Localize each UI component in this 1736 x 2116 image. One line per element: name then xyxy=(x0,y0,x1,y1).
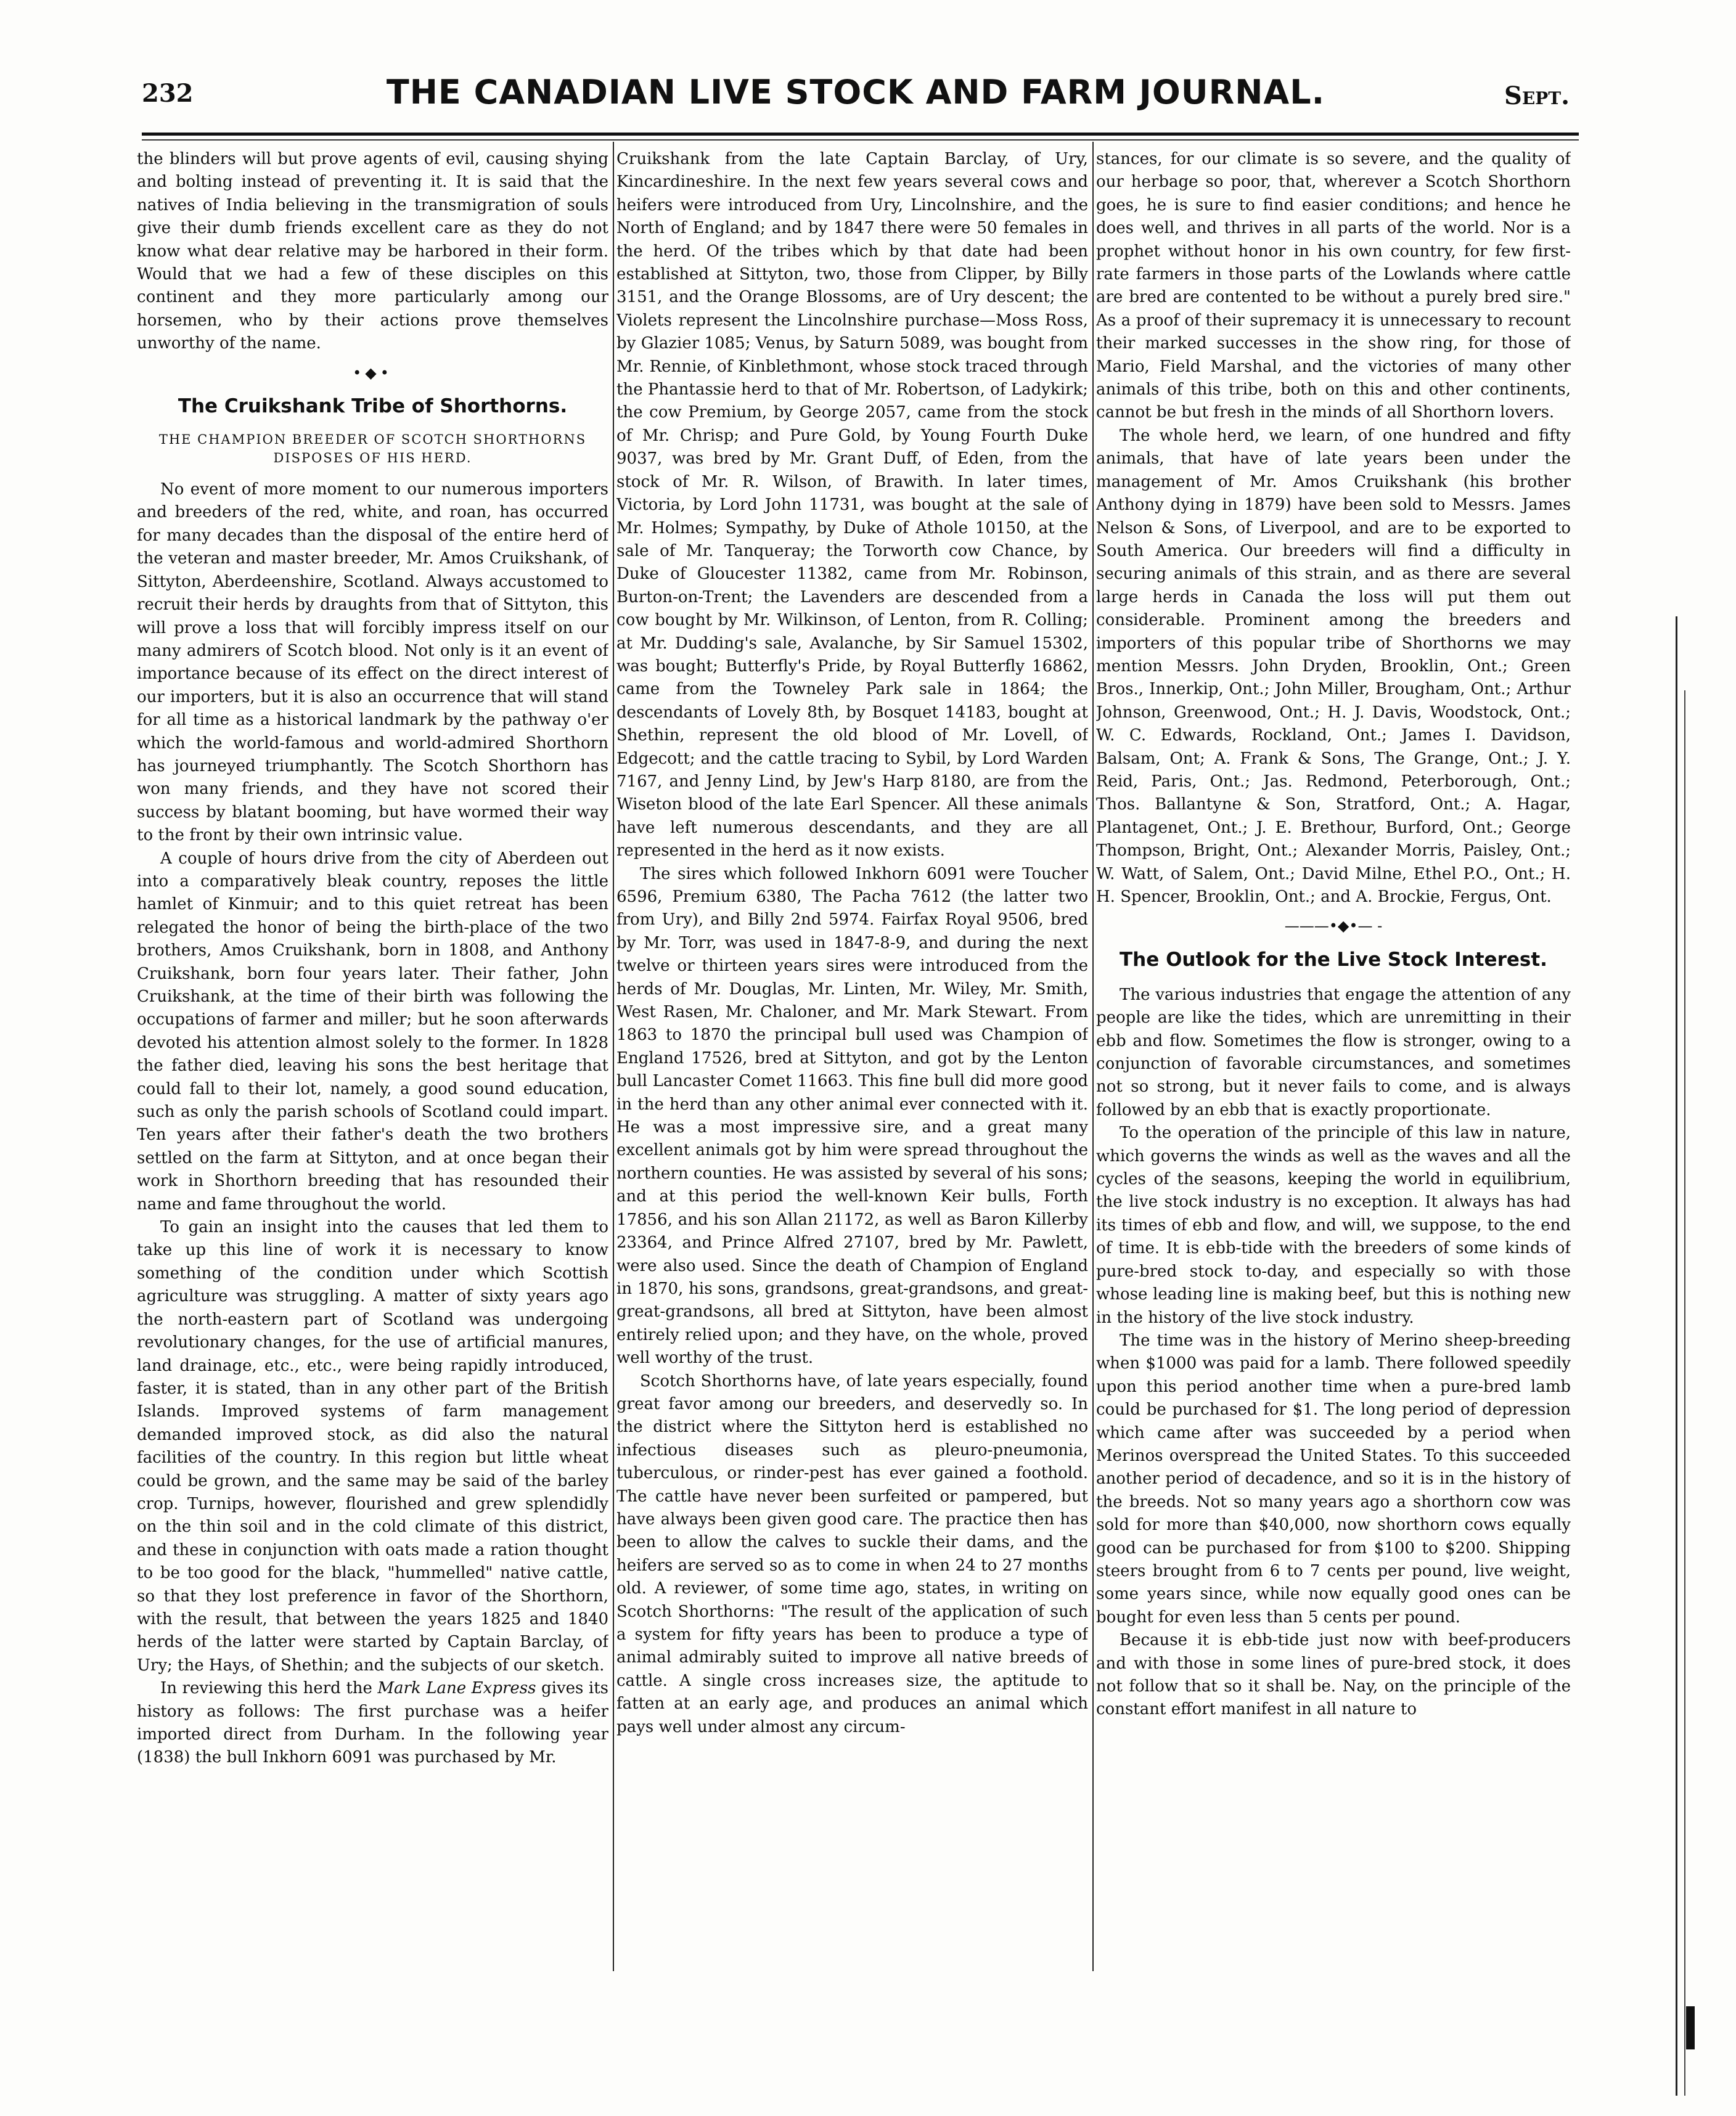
paragraph: To the operation of the principle of this law in nature, which governs the winds as well as the waves and all the cycles of the seasons, keeping the world in equilibrium, the live stock industry is no exception. It always has had its times of ebb and flow, and will, we suppose, to the end of time. It is ebb-tide with the breeders of some kinds of pure-bred stock to-day, and especially so with those whose leading line is making beef, but this is nothing new in the history of the live stock industry. xyxy=(1096,1124,1571,1327)
paragraph: the blinders will but prove agents of evil, causing shying and bolting instead of preventing it. It is said that the natives of India believing in the transmigration of souls give their dumb friends excellent care as they do not know what dear relative may be harbored in their form. Would that we had a few of these disciples on this continent and they more particularly among our horsemen, who by their actions prove themselves unworthy of the name. xyxy=(137,150,608,353)
article-heading: The Outlook for the Live Stock Interest. xyxy=(1120,948,1547,971)
paragraph: stances, for our climate is so severe, and the quality of our herbage so poor, that, wherever a Scotch Shorthorn goes, he is sure to find easier conditions; and hence he does well, and thrives in all parts of the world. Nor is a prophet without honor in his own country, for few first-rate farmers in those parts of the Lowlands where cattle are bred are contented to be without a purely bred sire." As a proof of their supremacy it is unnecessary to recount their marked successes in the show ring, for those of Mario, Field Marshal, and the victories of many other animals of this tribe, both on this and other continents, cannot be but fresh in the minds of all Shorthorn lovers. xyxy=(1096,150,1571,422)
page-header xyxy=(142,73,1570,122)
paragraph: A couple of hours drive from the city of Aberdeen out into a comparatively bleak country, reposes the little hamlet of Kinmuir; and to this quiet retreat has been relegated the honor of being the birth-place of the two brothers, Amos Cruikshank, born in 1808, and Anthony Cruikshank, born four years later. Their father, John Cruikshank, at the time of their birth was following the occupations of farmer and miller; but he soon afterwards devoted his attention almost solely to the former. In 1828 the father died, leaving his sons the best heritage that could fall to their lot, namely, a good sound education, such as only the parish schools of Scotland could impart. Ten years after their father's death the two brothers settled on the farm at Sittyton, and at once began their work in Shorthorn breeding that has resounded their name and fame throughout the world. xyxy=(137,849,608,1214)
scan-edge-mark xyxy=(1686,2006,1695,2049)
paragraph xyxy=(137,1677,608,1770)
paragraph: The whole herd, we learn, of one hundred and fifty animals, that have of late years been under the management of Mr. Amos Cruikshank (his brother Anthony dying in 1879) have been sold to Messrs. James Nelson & Sons, of Liverpool, and are to be exported to South America. Our breeders will find a difficulty in securing animals of this strain, and as there are several large herds in Canada the loss will put them out considerable. Prominent among the breeders and importers of this popular tribe of Shorthorns we may mention Messrs. John Dryden, Brooklin, Ont.; Green Bros., Innerkip, Ont.; John Miller, Brougham, Ont.; Arthur Johnson, Greenwood, Ont.; H. J. Davis, Woodstock, Ont.; W. C. Edwards, Rockland, Ont.; James I. Davidson, Balsam, Ont; A. Frank & Sons, The Grange, Ont.; J. Y. Reid, Paris, Ont.; Jas. Redmond, Peterborough, Ont.; Thos. Ballantyne & Son, Stratford, Ont.; A. Hagar, Plantagenet, Ont.; J. E. Brethour, Burford, Ont.; George Thompson, Bright, Ont.; Alexander Morris, Paisley, Ont.; W. Watt, of Salem, Ont.; David Milne, Ethel P.O., Ont.; H. H. Spencer, Brooklin, Ont.; and A. Brockie, Fergus, Ont. xyxy=(1096,426,1571,906)
column-1 xyxy=(137,148,608,1971)
scan-edge-line xyxy=(1676,616,1677,2096)
text-run: In reviewing this herd the xyxy=(160,1679,378,1698)
article-heading: The Cruikshank Tribe of Shorthorns. xyxy=(178,395,568,418)
section-ornament xyxy=(1096,915,1571,937)
page-number: 232 xyxy=(142,79,194,108)
article-subheading: THE CHAMPION BREEDER OF SCOTCH SHORTHORNS DISPOSES OF HIS HERD. xyxy=(158,432,587,466)
paragraph: Scotch Shorthorns have, of late years especially, found great favor among our breeders, and deservedly so. In the district where the Sittyton herd is established no infectious diseases such as pleuro-pneumonia, tuberculous, or rinder-pest has ever gained a foothold. The cattle have never been surfeited or pampered, but have always been given good care. The practice then has been to allow the calves to suckle their dams, and the heifers are served so as to come in when 24 to 27 months old. A reviewer, of some time ago, states, in writing on Scotch Shorthorns: "The result of the application of such a system for fifty years has been to produce a type of animal admirably suited to improve all native breeds of cattle. A single cross increases size, the aptitude to fatten at an early age, and produces an animal which pays well under almost any circum- xyxy=(616,1371,1088,1736)
publication-name: Mark Lane Express xyxy=(377,1679,536,1698)
section-ornament: •◆• xyxy=(353,364,393,382)
paragraph: The time was in the history of Merino sheep-breeding when $1000 was paid for a lamb. There followed speedily upon this period another time when a pure-bred lamb could be purchased for $1. The long period of depression which came after was succeeded by a period when Merinos overspread the United States. To this succeeded another period of decadence, and so it is in the history of the breeds. Not so many years ago a shorthorn cow was sold for more than $40,000, now shorthorn cows equally good can be purchased for from $100 to $200. Shipping steers brought from 6 to 7 cents per pound, live weight, some years since, while now equally good ones can be bought for even less than 5 cents per pound. xyxy=(1096,1331,1571,1627)
paragraph: To gain an insight into the causes that led them to take up this line of work it is necessary to know something of the condition under which Scottish agriculture was struggling. A matter of sixty years ago the north-eastern part of Scotland was undergoing revolutionary changes, for the use of artificial manures, land drainage, etc., etc., were being rapidly introduced, faster, it is stated, than in any other part of the British Islands. Improved systems of farm management demanded improved stock, as did also the natural facilities of the country. In this region but little wheat could be grown, and the same may be said of the barley crop. Turnips, however, flourished and grew splendidly on the thin soil and in the cold climate of this district, and these in conjunction with oats made a ration thought to be too good for the black, "hummelled" native cattle, so that they lost preference in favor of the Shorthorn, with the result, that between the years 1825 and 1840 herds of the latter were started by Captain Barclay, of Ury; the Hays, of Shethin; and the subjects of our sketch. xyxy=(137,1218,608,1675)
paragraph: No event of more moment to our numerous importers and breeders of the red, white, and roan, has occurred for many decades than the disposal of the entire herd of the veteran and master breeder, Mr. Amos Cruikshank, of Sittyton, Aberdeenshire, Scotland. Always accustomed to recruit their herds by draughts from that of Sittyton, this will prove a loss that will forcibly impress itself on our many admirers of Scotch blood. Not only is it an event of importance because of its effect on the direct interest of our importers, but it is also an occurrence that will stand for all time as a historical landmark by the pathway o'er which the world-famous and world-admired Shorthorn has journeyed triumphantly. The Scotch Shorthorn has won many friends, and they have not scored their success by blatant booming, but have wormed their way to the front by their own intrinsic value. xyxy=(137,480,608,845)
text-run: gives its history as follows: The first purchase was a heifer imported direct from Durham. In the following year (1838) the bull Inkhorn 6091 was purchased by Mr. xyxy=(137,1679,608,1767)
column-3 xyxy=(1096,148,1571,1971)
header-rule-thin xyxy=(142,139,1579,141)
paragraph: The sires which followed Inkhorn 6091 were Toucher 6596, Premium 6380, The Pacha 7612 (the latter two from Ury), and Billy 2nd 5974. Fairfax Royal 9506, bred by Mr. Torr, was used in 1847-8-9, and during the next twelve or thirteen years sires were introduced from the herds of Mr. Douglas, Mr. Linten, Mr. Wiley, Mr. Smith, West Rasen, Mr. Chaloner, and Mr. Mark Stewart. From 1863 to 1870 the principal bull used was Champion of England 17526, bred at Sittyton, and got by the Lenton bull Lancaster Comet 11663. This fine bull did more good in the herd than any other animal ever connected with it. He was a most impressive sire, and a great many excellent animals got by him were spread throughout the northern counties. He was assisted by several of his sons; and at this period the well-known Keir bulls, Forth 17856, and his son Allan 21172, as well as Baron Killerby 23364, and Prince Alfred 27107, bred by Mr. Pawlett, were also used. Since the death of Champion of England in 1870, his sons, grandsons, great-grandsons, and great-great-grandsons, all bred at Sittyton, have been almost entirely relied upon; and they have, on the whole, proved well worthy of the trust. xyxy=(616,864,1088,1368)
column-rule-2 xyxy=(1092,142,1094,1971)
paragraph: Because it is ebb-tide just now with beef-producers and with those in some lines of pure-bred stock, it does not follow that so it shall be. Nay, on the principle of the constant effort manifest in all nature to xyxy=(1096,1631,1571,1719)
paragraph: The various industries that engage the attention of any people are like the tides, which are unremitting in their ebb and flow. Sometimes the flow is stronger, owing to a conjunction of favorable circumstances, and sometimes not so strong, but it never fails to come, and is always followed by an ebb that is exactly proportionate. xyxy=(1096,985,1571,1119)
column-2 xyxy=(616,148,1088,1971)
column-rule-1 xyxy=(613,142,614,1971)
paragraph: Cruikshank from the late Captain Barclay, of Ury, Kincardineshire. In the next few years several cows and heifers were introduced from Ury, Lincolnshire, and the North of England; and by 1847 there were 50 females in the herd. Of the tribes which by that date had been established at Sittyton, two, those from Clipper, by Billy 3151, and the Orange Blossoms, are of Ury descent; the Violets represent the Lincolnshire purchase—Moss Ross, by Glazier 1085; Venus, by Saturn 5089, was bought from Mr. Rennie, of Kinblethmont, whose stock traced through the Phantassie herd to that of Mr. Robertson, of Ladykirk; the cow Premium, by George 2057, came from the stock of Mr. Chrisp; and Pure Gold, by Young Fourth Duke 9037, was bred by Mr. Grant Duff, of Eden, from the stock of Mr. R. Wilson, of Brawith. In later times, Victoria, by Lord John 11731, was bought at the sale of Mr. Holmes; Sympathy, by Duke of Athole 10150, at the sale of Mr. Tanqueray; the Torworth cow Chance, by Duke of Gloucester 11382, came from Mr. Robinson, Burton-on-Trent; the Lavenders are descended from a cow bought by Mr. Wilkinson, of Lenton, from R. Colling; at Mr. Dudding's sale, Avalanche, by Sir Samuel 15302, was bought; Butterfly's Pride, by Royal Butterfly 16862, came from the Towneley Park sale in 1864; the descendants of Lovely 8th, by Bosquet 14183, bought at Shethin, represent the old blood of Mr. Lovell, of Edgecott; and the cattle tracing to Sybil, by Lord Warden 7167, and Jenny Lind, by Jew's Harp 8180, are from the Wiseton blood of the late Earl Spencer. All these animals have left numerous descendants, and they are all represented in the herd as it now exists. xyxy=(616,150,1088,860)
issue-month: Sept. xyxy=(1504,81,1570,110)
scan-edge-line xyxy=(1684,690,1685,2096)
journal-title: THE CANADIAN LIVE STOCK AND FARM JOURNAL. xyxy=(386,73,1325,112)
header-rule xyxy=(142,133,1579,136)
ornament-dash: ———•◆•— - xyxy=(1284,917,1383,935)
